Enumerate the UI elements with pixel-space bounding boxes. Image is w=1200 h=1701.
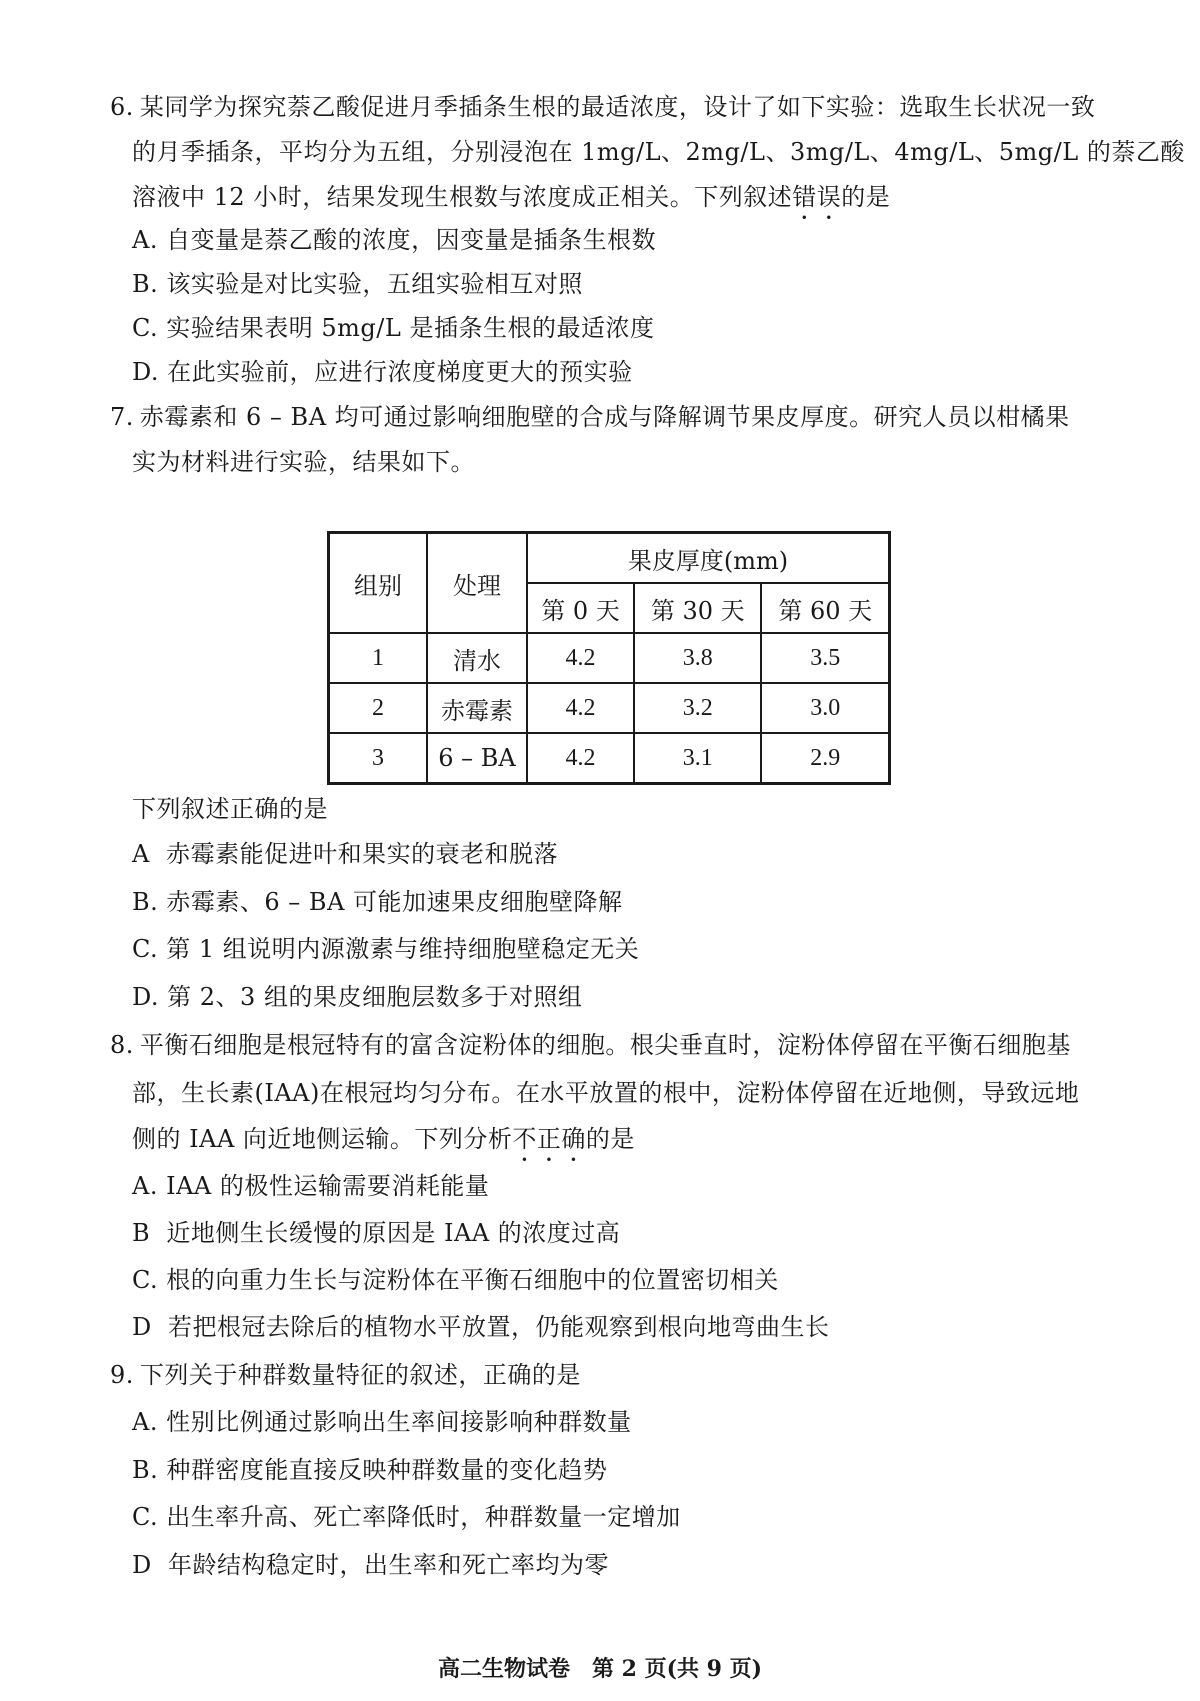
q6-text-1: 某同学为探究萘乙酸促进月季插条生根的最适浓度，设计了如下实验：选取生长状况一致 (139, 93, 1096, 121)
q7-option-a-letter: A (132, 840, 150, 868)
q9-option-a-letter: A. (132, 1408, 158, 1436)
q7-line2: 实为材料进行实验，结果如下。 (132, 448, 475, 476)
q7-option-d (132, 980, 582, 1014)
table-cell-group: 3 (329, 733, 428, 784)
q6-text-3b: 的是 (841, 183, 891, 211)
q9-option-a (132, 1405, 632, 1439)
q9-number: 9. (110, 1361, 134, 1389)
table-header-thickness: 果皮厚度(mm) (527, 533, 890, 584)
table-cell-value: 2.9 (761, 733, 889, 784)
table-row (329, 683, 890, 733)
q9-option-d-letter: D (132, 1551, 152, 1579)
q8-text-3a: 侧的 IAA 向近地侧运输。下列分析 (132, 1125, 513, 1153)
table-cell-group: 2 (329, 683, 428, 733)
q8-option-b (132, 1216, 620, 1250)
q6-option-a-letter: A. (132, 226, 158, 254)
q6-emphasis: 错误 (792, 183, 842, 211)
q8-number: 8. (110, 1031, 134, 1059)
q8-option-a-letter: A. (132, 1172, 158, 1200)
q8-text-3b: 的是 (585, 1125, 635, 1153)
table-header-day30: 第 30 天 (634, 583, 761, 633)
q6-option-a-text: 自变量是萘乙酸的浓度，因变量是插条生根数 (166, 226, 657, 254)
q8-option-a-text: IAA 的极性运输需要消耗能量 (166, 1172, 490, 1200)
q6-option-b (132, 267, 583, 301)
q6-option-c-letter: C. (132, 314, 159, 342)
q7-option-a (132, 837, 558, 871)
q6-number: 6. (110, 93, 134, 121)
q7-option-d-letter: D. (132, 983, 160, 1011)
q9-option-a-text: 性别比例通过影响出生率间接影响种群数量 (166, 1408, 632, 1436)
q9-line1 (110, 1358, 581, 1392)
page-footer: 高二生物试卷 第 2 页(共 9 页) (437, 1656, 763, 1682)
table-cell-treatment: 赤霉素 (427, 683, 527, 733)
table-cell-treatment: 6 – BA (427, 733, 527, 784)
q6-option-b-text: 该实验是对比实验，五组实验相互对照 (166, 270, 583, 298)
table-header-day60: 第 60 天 (761, 583, 889, 633)
q6-option-d-letter: D. (132, 358, 160, 386)
table-cell-treatment: 清水 (427, 633, 527, 683)
q7-option-c-letter: C. (132, 935, 159, 963)
q9-text-1: 下列关于种群数量特征的叙述，正确的是 (139, 1361, 581, 1389)
thickness-table (327, 531, 891, 785)
q9-option-c (132, 1500, 681, 1534)
q8-line1 (110, 1028, 1071, 1062)
table-row (329, 733, 890, 784)
q6-line2: 的月季插条，平均分为五组，分别浸泡在 1mg/L、2mg/L、3mg/L、4mg/L、5mg/L 的萘乙酸 (132, 138, 1185, 166)
table-cell-value: 3.1 (634, 733, 761, 784)
q6-option-d-text: 在此实验前，应进行浓度梯度更大的预实验 (167, 358, 633, 386)
q8-text-1: 平衡石细胞是根冠特有的富含淀粉体的细胞。根尖垂直时，淀粉体停留在平衡石细胞基 (139, 1031, 1071, 1059)
q9-option-b (132, 1453, 607, 1487)
table-cell-group: 1 (329, 633, 428, 683)
q8-option-d-text: 若把根冠去除后的植物水平放置，仍能观察到根向地弯曲生长 (168, 1313, 830, 1341)
q6-line3 (132, 180, 890, 225)
table-header-day0: 第 0 天 (527, 583, 634, 633)
q7-option-b-letter: B. (132, 888, 159, 916)
q7-option-d-text: 第 2、3 组的果皮细胞层数多于对照组 (167, 983, 583, 1011)
q6-option-d (132, 355, 633, 389)
q8-option-b-text: 近地侧生长缓慢的原因是 IAA 的浓度过高 (166, 1219, 621, 1247)
q6-line1 (110, 90, 1095, 124)
table-cell-value: 4.2 (527, 733, 634, 784)
q9-option-c-text: 出生率升高、死亡率降低时，种群数量一定增加 (166, 1503, 681, 1531)
q9-option-b-letter: B. (132, 1456, 159, 1484)
q8-line2: 部，生长素(IAA)在根冠均匀分布。在水平放置的根中，淀粉体停留在近地侧，导致远地 (132, 1079, 1080, 1107)
table-cell-value: 3.0 (761, 683, 889, 733)
table-cell-value: 3.8 (634, 633, 761, 683)
table-header-group: 组别 (329, 533, 428, 634)
table-cell-value: 4.2 (527, 633, 634, 683)
q8-option-a (132, 1169, 489, 1203)
table-cell-value: 4.2 (527, 683, 634, 733)
q7-option-c (132, 932, 639, 966)
q6-option-a (132, 223, 656, 257)
q9-option-c-letter: C. (132, 1503, 159, 1531)
q8-option-c-text: 根的向重力生长与淀粉体在平衡石细胞中的位置密切相关 (166, 1266, 779, 1294)
q7-number: 7. (110, 403, 134, 431)
q7-option-b (132, 885, 623, 919)
q6-option-c-text: 实验结果表明 5mg/L 是插条生根的最适浓度 (166, 314, 655, 342)
q6-option-c (132, 311, 654, 345)
q7-stem: 下列叙述正确的是 (132, 795, 328, 823)
table-cell-value: 3.5 (761, 633, 889, 683)
q6-text-3a: 溶液中 12 小时，结果发现生根数与浓度成正相关。下列叙述 (132, 183, 793, 211)
q8-line3 (132, 1122, 635, 1167)
q8-option-c-letter: C. (132, 1266, 159, 1294)
table-row (329, 633, 890, 683)
q7-option-a-text: 赤霉素能促进叶和果实的衰老和脱落 (166, 840, 559, 868)
q9-option-d (132, 1548, 609, 1582)
q8-option-c (132, 1263, 779, 1297)
q7-text-1: 赤霉素和 6 – BA 均可通过影响细胞壁的合成与降解调节果皮厚度。研究人员以柑橘果 (139, 403, 1070, 431)
q7-option-b-text: 赤霉素、6 – BA 可能加速果皮细胞壁降解 (166, 888, 623, 916)
q7-line1 (110, 400, 1070, 434)
q8-option-d-letter: D (132, 1313, 152, 1341)
q9-option-b-text: 种群密度能直接反映种群数量的变化趋势 (166, 1456, 608, 1484)
q7-option-c-text: 第 1 组说明内源激素与维持细胞壁稳定无关 (166, 935, 640, 963)
q6-option-b-letter: B. (132, 270, 159, 298)
table-cell-value: 3.2 (634, 683, 761, 733)
q9-option-d-text: 年龄结构稳定时，出生率和死亡率均为零 (168, 1551, 610, 1579)
q8-emphasis: 不正确 (512, 1125, 586, 1153)
q8-option-d (132, 1310, 830, 1344)
q8-option-b-letter: B (132, 1219, 151, 1247)
table-header-treatment: 处理 (427, 533, 527, 634)
